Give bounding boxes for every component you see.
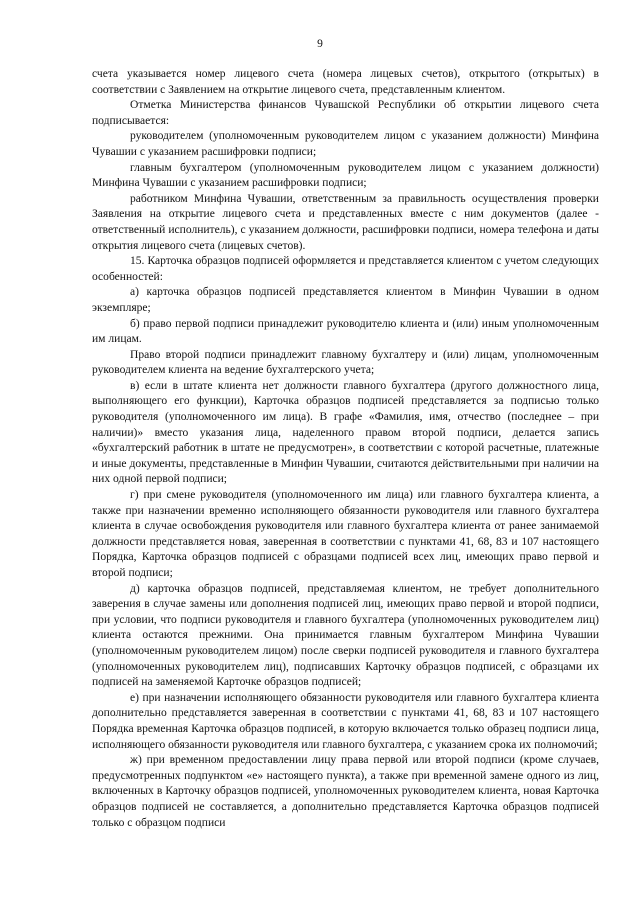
document-body — [92, 67, 599, 831]
paragraph: счета указывается номер лицевого счета (номера лицевых счетов), открытого (открытых) в соответствии с Заявлением на открытие лицевого счета, представленным клиентом. — [92, 68, 599, 96]
paragraph: а) карточка образцов подписей представляется клиентом в Минфин Чувашии в одном экземпляре; — [92, 286, 599, 314]
page-number: 9 — [317, 38, 323, 50]
paragraph: ж) при временном предоставлении лицу права первой или второй подписи (кроме случаев, предусмотренных подпунктом «е» настоящего пункта), а также при временной замене одного из лиц, включенных в Карточку образцов подписей, уполномоченных руководителем клиента, новая Карточка образцов подписей не составляется, а дополнительно представляется Карточка образцов подписей только с образцом подписи — [92, 754, 599, 829]
paragraph: б) право первой подписи принадлежит руководителю клиента и (или) иным уполномоченным им лицам. — [92, 317, 599, 346]
paragraph: д) карточка образцов подписей, представляемая клиентом, не требует дополнительного заверения в случае замены или дополнения подписей лиц, имеющих право первой и второй подписи, при условии, что подписи руководителя и главного бухгалтера (уполномоченных руководителем лиц) клиента остаются прежними. Она принимается главным бухгалтером Минфина Чувашии (уполномоченным руководителем лицом) после сверки подписей руководителя и главного бухгалтера (уполномоченных руководителем лиц), подписавших Карточку образцов подписей, с образцами их подписей на заменяемой Карточке образцов подписей; — [92, 582, 599, 689]
paragraph: в) если в штате клиента нет должности главного бухгалтера (другого должностного лица, выполняющего его функции), Карточка образцов подписей представляется за подписью только руководителя (уполномоченного им лица). В графе «Фамилия, имя, отчество (последнее – при наличии)» вместо указания лица, наделенного правом второй подписи, делается запись «бухгалтерский работник в штате не предусмотрен», в соответствии с которой расчетные, платежные и иные документы, представленные в Минфин Чувашии, считаются действительными при наличии на них одной первой подписи; — [92, 379, 599, 486]
paragraph: г) при смене руководителя (уполномоченного им лица) или главного бухгалтера клиента, а также при назначении временно исполняющего обязанности руководителя или главного бухгалтера клиента в случае освобождения руководителя или главного бухгалтера клиента от ранее занимаемой должности представляется новая, заверенная в соответствии с пунктами 41, 68, 83 и 107 настоящего Порядка, Карточка образцов подписей с образцами подписей всех лиц, имеющих право первой и второй подписи; — [92, 489, 599, 579]
paragraph: главным бухгалтером (уполномоченным руководителем лицом с указанием должности) Минфина Чувашии с указанием расшифровки подписи; — [92, 161, 599, 190]
paragraph: е) при назначении исполняющего обязанности руководителя или главного бухгалтера клиента дополнительно представляется заверенная в соответствии с пунктами 41, 68, 83 и 107 настоящего Порядка временная Карточка образцов подписей, в которую включается только образец подписи лица, исполняющего обязанности руководителя или главного бухгалтера, с указанием срока их полномочий; — [92, 691, 599, 751]
paragraph: руководителем (уполномоченным руководителем лицом с указанием должности) Минфина Чувашии с указанием расшифровки подписи; — [92, 130, 599, 158]
paragraph: работником Минфина Чувашии, ответственным за правильность осуществления проверки Заявления на открытие лицевого счета и представленных вместе с ним документов (далее - ответственный исполнитель), с указанием должности, расшифровки подписи, номера телефона и даты открытия лицевого счета (лицевых счетов). — [92, 192, 599, 252]
paragraph: 15. Карточка образцов подписей оформляется и представляется клиентом с учетом следующих особенностей: — [92, 255, 599, 283]
paragraph: Право второй подписи принадлежит главному бухгалтеру и (или) лицам, уполномоченным руководителем клиента на ведение бухгалтерского учета; — [92, 348, 599, 377]
paragraph: Отметка Министерства финансов Чувашской Республики об открытии лицевого счета подписывается: — [92, 99, 599, 127]
